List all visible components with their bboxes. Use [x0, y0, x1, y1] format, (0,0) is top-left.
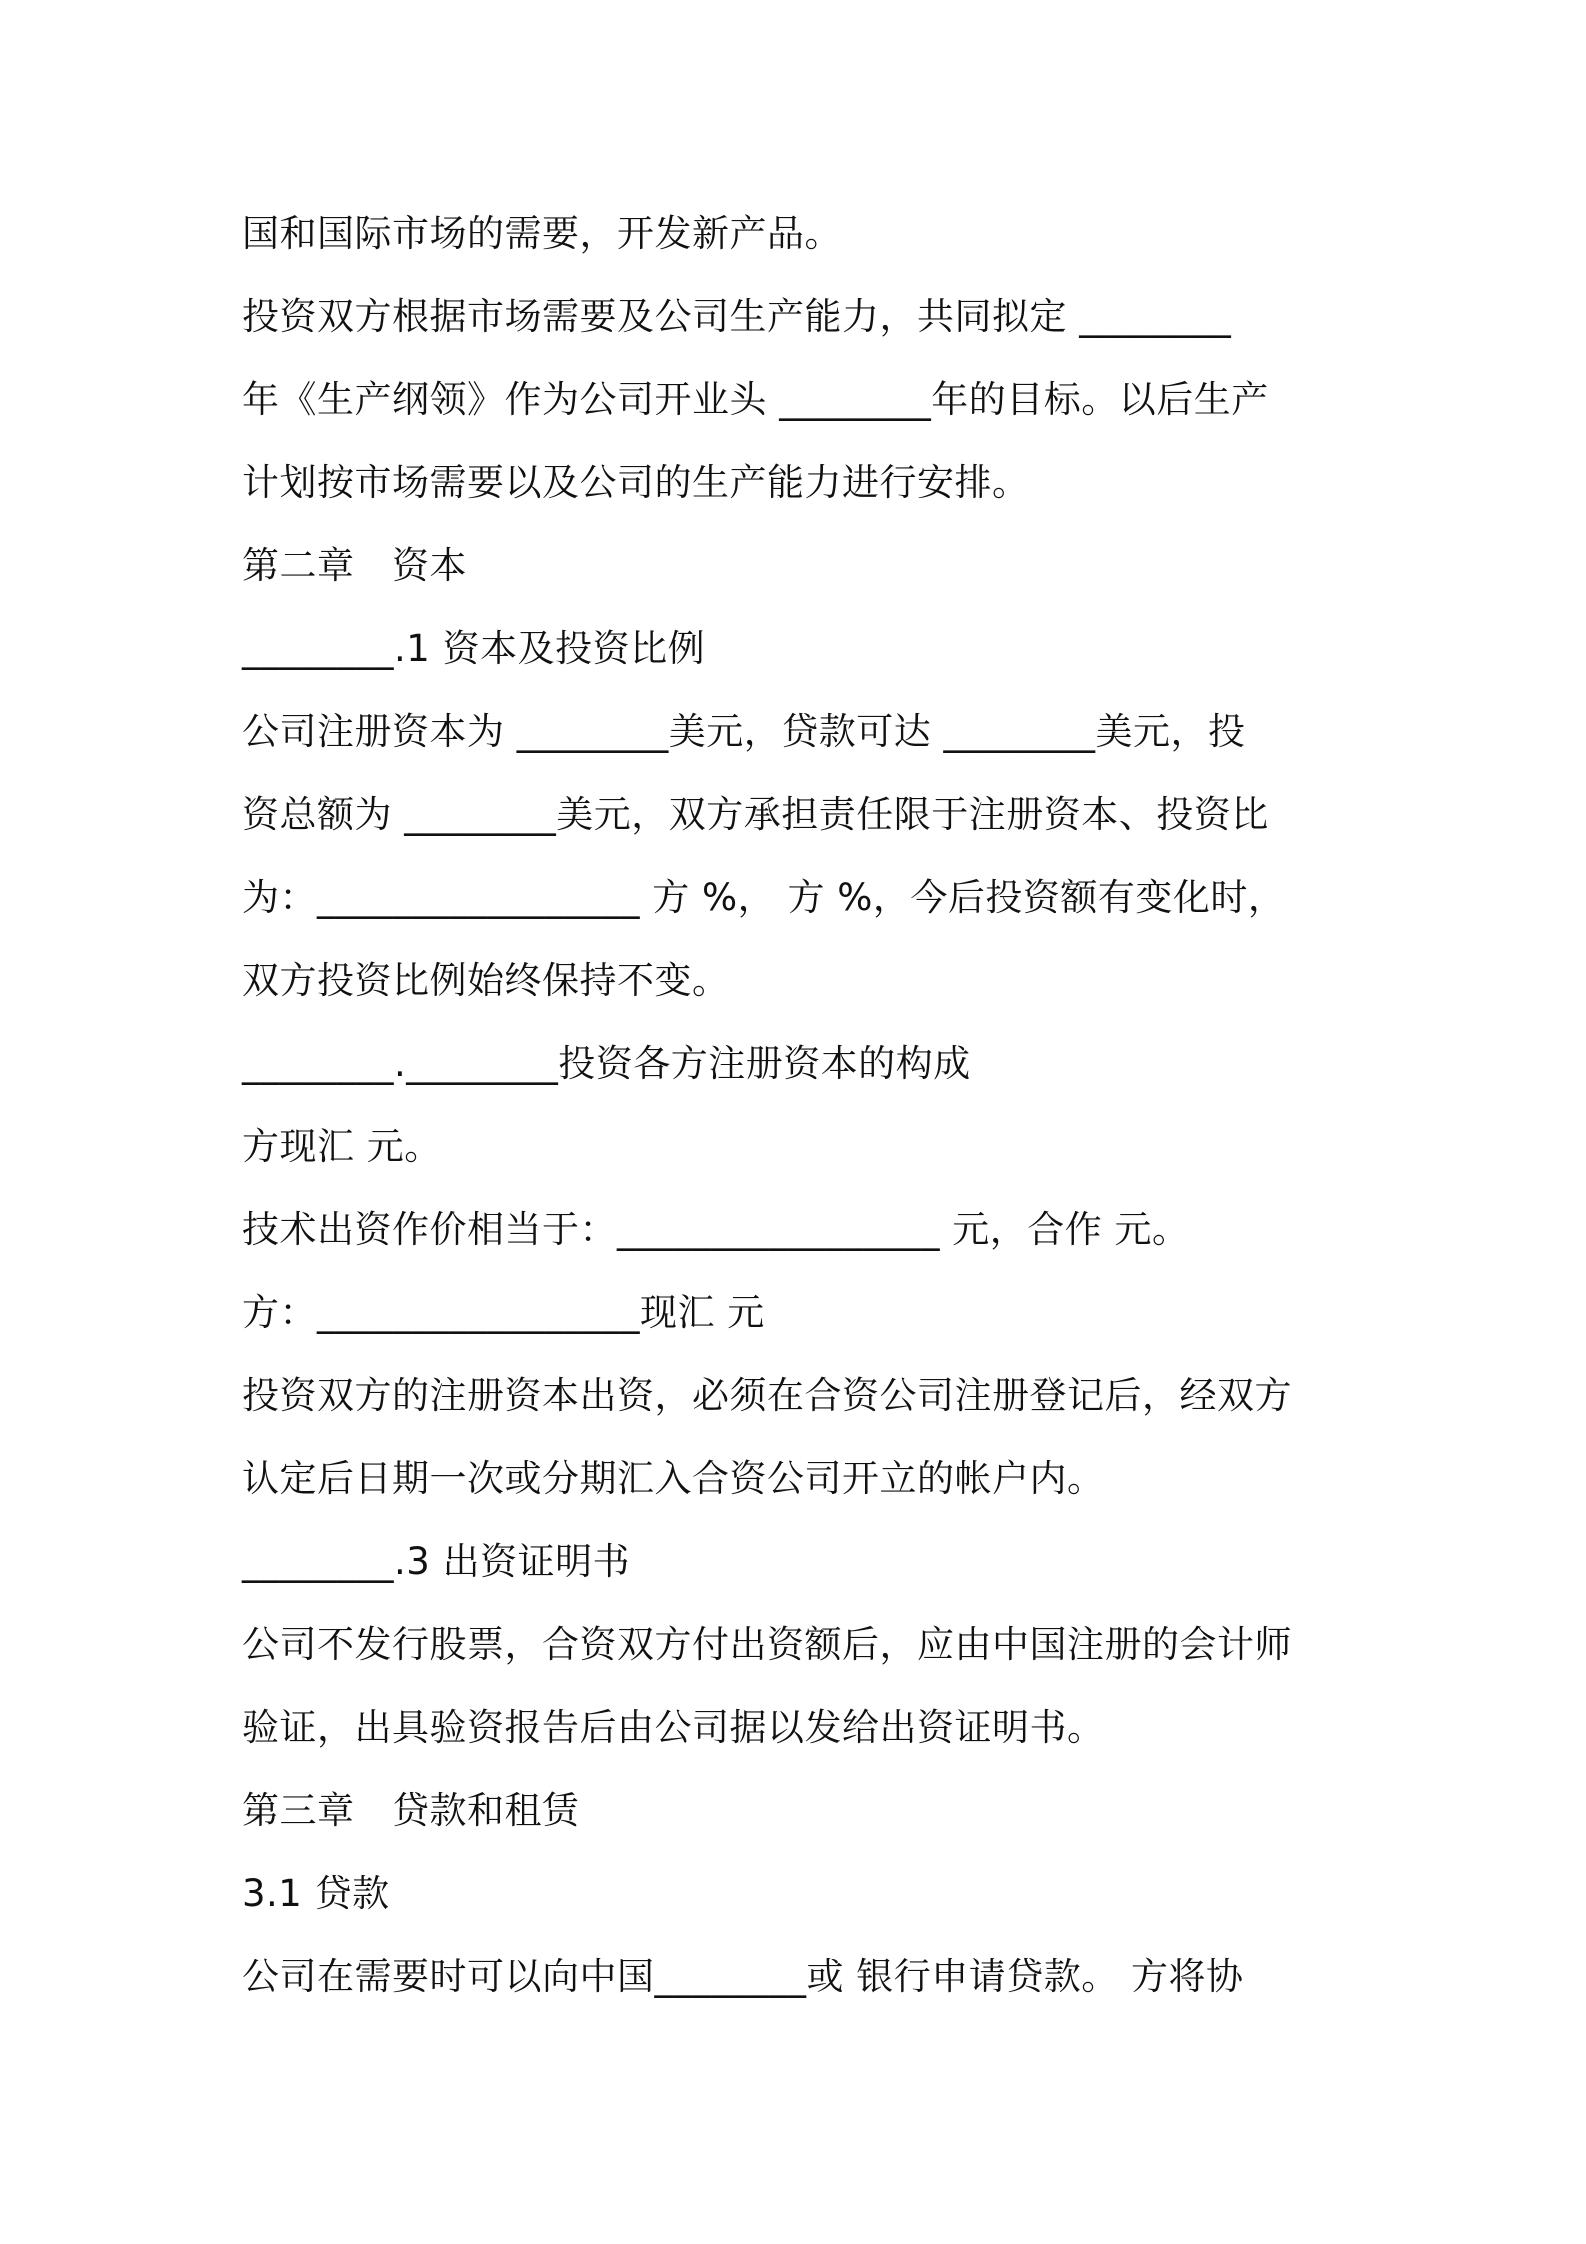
paragraph-line: 方现汇 元。	[242, 1125, 442, 1168]
paragraph-line: 年《生产纲领》作为公司开业头 ________年的目标。以后生产	[242, 378, 1269, 421]
section-heading: ________.________投资各方注册资本的构成	[242, 1042, 971, 1085]
paragraph-line: 双方投资比例始终保持不变。	[242, 959, 730, 1002]
paragraph-line: 国和国际市场的需要，开发新产品。	[242, 212, 842, 255]
paragraph-line: 为：_________________ 方 %， 方 %，今后投资额有变化时，	[242, 876, 1286, 919]
paragraph-line: 资总额为 ________美元，双方承担责任限于注册资本、投资比	[242, 793, 1269, 836]
section-heading: ________.3 出资证明书	[242, 1540, 631, 1583]
paragraph-line: 计划按市场需要以及公司的生产能力进行安排。	[242, 461, 1030, 504]
chapter-heading: 第二章 资本	[242, 544, 467, 587]
paragraph-line: 公司在需要时可以向中国________或 银行申请贷款。 方将协	[242, 1955, 1244, 1998]
paragraph-line: 验证，出具验资报告后由公司据以发给出资证明书。	[242, 1706, 1105, 1749]
paragraph-line: 公司不发行股票，合资双方付出资额后，应由中国注册的会计师	[242, 1623, 1292, 1666]
paragraph-line: 投资双方根据市场需要及公司生产能力，共同拟定 ________	[242, 295, 1232, 338]
paragraph-line: 公司注册资本为 ________美元，贷款可达 ________美元，投	[242, 710, 1246, 753]
chapter-heading: 第三章 贷款和租赁	[242, 1789, 580, 1832]
paragraph-line: 投资双方的注册资本出资，必须在合资公司注册登记后，经双方	[242, 1374, 1292, 1417]
document-body	[242, 192, 1354, 2018]
section-heading: ________.1 资本及投资比例	[242, 627, 706, 670]
paragraph-line: 方：_________________现汇 元	[242, 1291, 765, 1334]
paragraph-line: 技术出资作价相当于：_________________ 元，合作 元。	[242, 1208, 1190, 1251]
paragraph-line: 认定后日期一次或分期汇入合资公司开立的帐户内。	[242, 1457, 1105, 1500]
section-heading: 3.1 贷款	[242, 1872, 390, 1915]
